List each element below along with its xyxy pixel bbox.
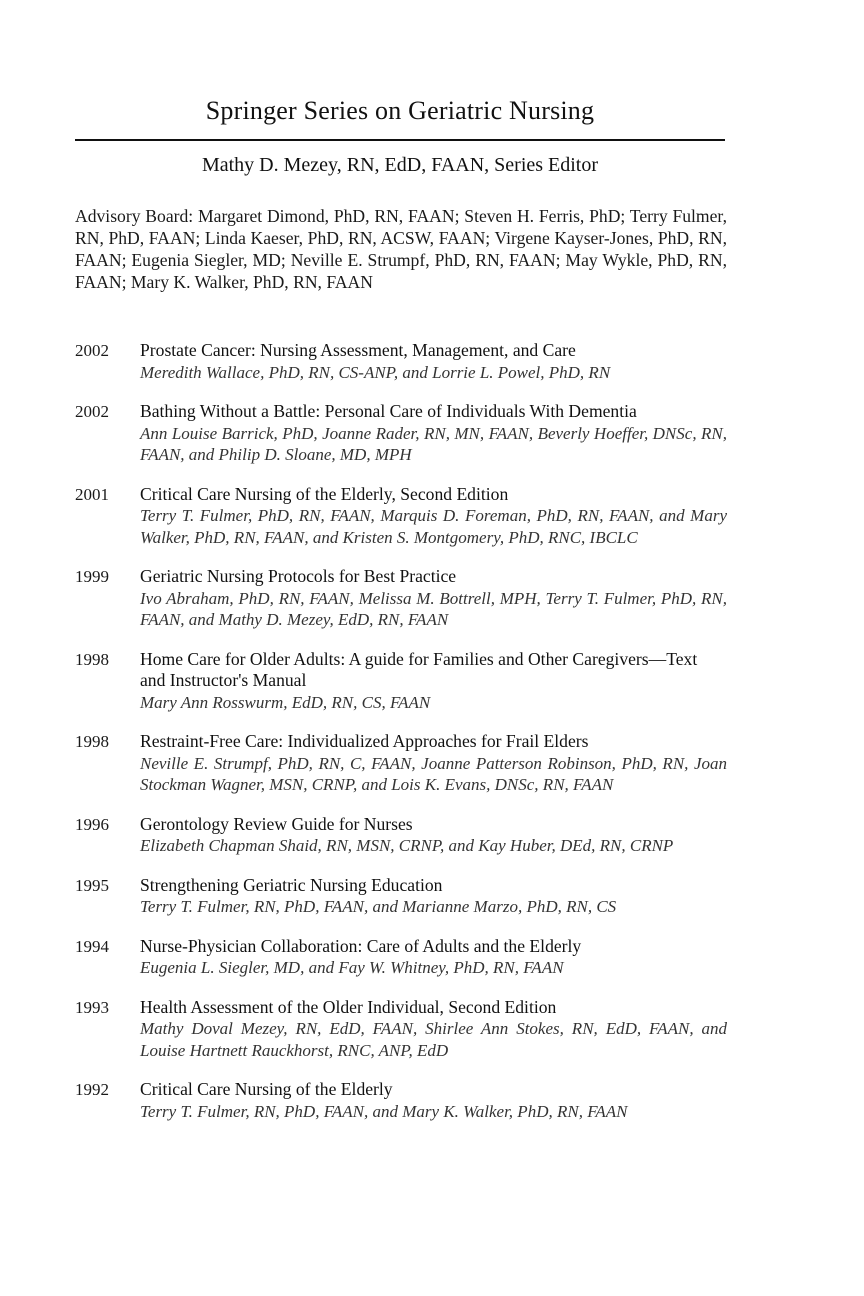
series-title: Springer Series on Geriatric Nursing	[205, 96, 595, 125]
book-title: Nurse-Physician Collaboration: Care of Adults and the Elderly	[140, 935, 582, 956]
book-entry	[75, 1079, 727, 1122]
book-authors: Meredith Wallace, PhD, RN, CS-ANP, and Lorrie L. Powel, PhD, RN	[140, 362, 611, 382]
title-rule	[75, 139, 725, 141]
advisory-label: Advisory Board:	[75, 206, 194, 226]
book-title: Critical Care Nursing of the Elderly, Second Edition	[140, 483, 509, 504]
book-year: 1995	[75, 875, 109, 895]
series-editor: Mathy D. Mezey, RN, EdD, FAAN, Series Editor	[201, 154, 599, 176]
book-authors: Eugenia L. Siegler, MD, and Fay W. Whitney, PhD, RN, FAAN	[140, 958, 564, 977]
book-year: 2002	[75, 341, 109, 360]
book-year: 1996	[75, 814, 109, 834]
book-title: Home Care for Older Adults: A guide for Families and Other Caregivers—Text and Instructor's Manual	[140, 648, 698, 690]
book-entry	[75, 814, 727, 857]
book-entry	[75, 484, 727, 549]
book-title: Bathing Without a Battle: Personal Care of Individuals With Dementia	[140, 401, 637, 421]
book-title: Health Assessment of the Older Individual, Second Edition	[140, 996, 557, 1017]
book-entry	[75, 401, 727, 466]
book-authors: Mary Ann Rosswurm, EdD, RN, CS, FAAN	[140, 692, 431, 712]
book-entry	[75, 566, 727, 631]
book-entry	[75, 649, 727, 714]
book-year: 1999	[75, 567, 109, 586]
advisory-members: Margaret Dimond, PhD, RN, FAAN; Steven H. Ferris, PhD; Terry Fulmer, RN, PhD, FAAN; Linda Kaeser, PhD, RN, ACSW, FAAN; Virgene Kayser-Jones, PhD, RN, FAAN; Eugenia Siegler, MD; Neville E. Strumpf, PhD, RN, FAAN; May Wykle, PhD, RN, FAAN; Mary K. Walker, PhD, RN, FAAN	[75, 206, 727, 292]
advisory-board	[75, 205, 727, 293]
book-entry	[75, 340, 727, 383]
book-year: 1993	[75, 997, 109, 1017]
book-authors: Mathy Doval Mezey, RN, EdD, FAAN, Shirlee Ann Stokes, RN, EdD, FAAN, and Louise Hartnett Rauckhorst, RNC, ANP, EdD	[140, 1019, 727, 1060]
book-year: 2001	[75, 484, 109, 504]
book-title: Prostate Cancer: Nursing Assessment, Management, and Care	[140, 340, 576, 360]
book-title: Critical Care Nursing of the Elderly	[140, 1079, 393, 1099]
book-year: 1998	[75, 649, 109, 669]
book-entry	[75, 936, 727, 979]
book-year: 1994	[75, 936, 109, 956]
book-authors: Terry T. Fulmer, PhD, RN, FAAN, Marquis D. Foreman, PhD, RN, FAAN, and Mary Walker, PhD, RN, FAAN, and Kristen S. Montgomery, PhD, RNC, IBCLC	[140, 506, 727, 547]
book-authors: Ann Louise Barrick, PhD, Joanne Rader, RN, MN, FAAN, Beverly Hoeffer, DNSc, RN, FAAN, and Philip D. Sloane, MD, MPH	[140, 423, 727, 464]
book-year: 2002	[75, 402, 109, 421]
book-entry	[75, 875, 727, 918]
book-authors: Terry T. Fulmer, RN, PhD, FAAN, and Mary K. Walker, PhD, RN, FAAN	[140, 1101, 628, 1121]
book-entry	[75, 997, 727, 1062]
book-authors: Terry T. Fulmer, RN, PhD, FAAN, and Marianne Marzo, PhD, RN, CS	[140, 897, 617, 916]
book-authors: Neville E. Strumpf, PhD, RN, C, FAAN, Joanne Patterson Robinson, PhD, RN, Joan Stockman Wagner, MSN, CRNP, and Lois K. Evans, DNSc, RN, FAAN	[140, 753, 727, 794]
book-authors: Elizabeth Chapman Shaid, RN, MSN, CRNP, and Kay Huber, DEd, RN, CRNP	[140, 836, 674, 855]
book-title: Restraint-Free Care: Individualized Approaches for Frail Elders	[140, 731, 589, 751]
book-title: Strengthening Geriatric Nursing Education	[140, 874, 443, 895]
book-year: 1992	[75, 1080, 109, 1099]
book-title: Geriatric Nursing Protocols for Best Practice	[140, 566, 457, 586]
book-entry	[75, 731, 727, 796]
book-authors: Ivo Abraham, PhD, RN, FAAN, Melissa M. Bottrell, MPH, Terry T. Fulmer, PhD, RN, FAAN, and Mathy D. Mezey, EdD, RN, FAAN	[140, 588, 727, 629]
book-list	[75, 340, 727, 1140]
book-year: 1998	[75, 732, 109, 751]
book-title: Gerontology Review Guide for Nurses	[140, 813, 413, 834]
